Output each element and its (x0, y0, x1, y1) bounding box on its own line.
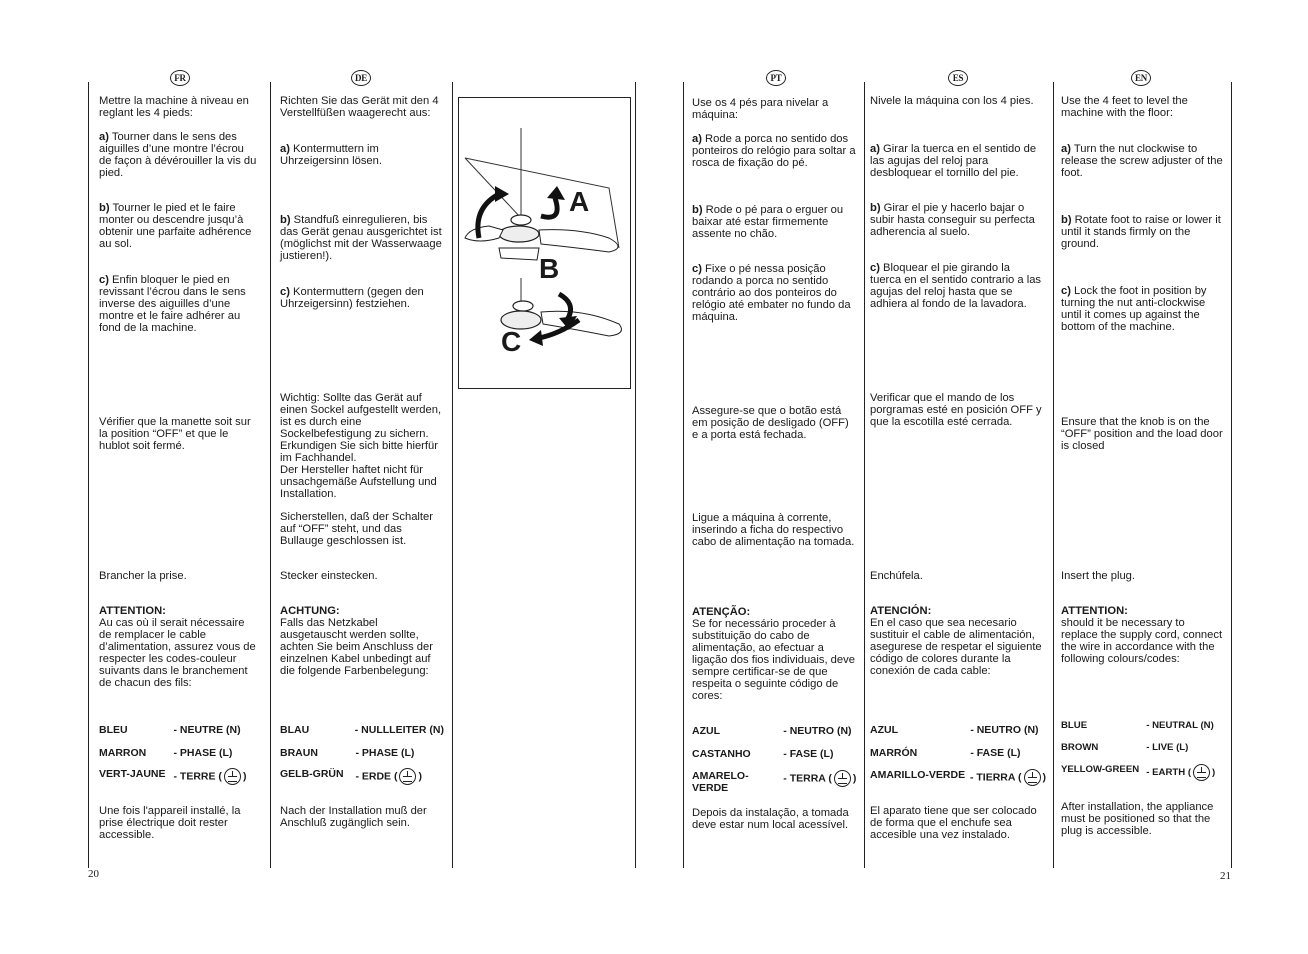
earth-icon (834, 770, 851, 787)
hand (539, 230, 618, 252)
plug-text: Enchúfela. (870, 570, 923, 582)
lang-badge-es: ES (948, 70, 968, 86)
hand (465, 226, 503, 241)
plug-text: Insert the plug. (1061, 570, 1136, 582)
column-en (1061, 82, 1229, 868)
wire-row: GELB-GRÜN - ERDE ( ) (280, 768, 444, 785)
lang-badge-fr: FR (170, 70, 190, 86)
plug-text: Stecker einstecken. (280, 570, 378, 582)
arrow-head (547, 186, 565, 200)
step-b: b) Rotate foot to raise or lower it until it stands firmly on the ground. (1061, 214, 1221, 250)
machine-outline (465, 158, 521, 218)
lang-badge-de: DE (351, 70, 371, 86)
step-c: c) Fixe o pé nessa posição rodando a porca no sentido contrário ao dos ponteiros do relógio até embater no fundo da máquina. (692, 263, 851, 323)
intro-text: Richten Sie das Gerät mit den 4 Verstellfüßen waagerecht aus: (280, 95, 439, 119)
step-c: c) Enfin bloquer le pied en revissant l’écrou dans le sens inverse des aiguilles d’une montre et le faire adhérer au fond de la machine. (99, 274, 246, 334)
column-es (870, 82, 1050, 868)
step-a: a) Rode a porca no sentido dos ponteiros do relógio para soltar a rosca de fixação do pé. (692, 133, 856, 169)
attention-block: ATTENTION: Au cas où il serait nécessaire de remplacer le cable d’alimentation, assurez vous de respecter les codes-couleur suivants dans le branchement de chacun des fils: (99, 605, 256, 689)
page-number-right: 21 (1220, 870, 1231, 882)
intro-text: Use the 4 feet to level the machine with the floor: (1061, 95, 1188, 119)
attention-block: ATENCIÓN: En el caso que sea necesario sustituir el cable de alimentación, asegurese de respetar el siguiente código de colores durante la conexión de cada cable: (870, 605, 1042, 677)
intro-text: Mettre la machine à niveau en reglant les 4 pieds: (99, 95, 249, 119)
attention-block: ACHTUNG: Falls das Netzkabel ausgetauscht werden sollte, achten Sie beim Anschluss der einzelnen Kabel unbedingt auf die folgende Farbenbelegung: (280, 605, 433, 677)
column-divider (452, 82, 453, 868)
wire-row: BLEU - NEUTRE (N) (99, 724, 241, 736)
wire-row: AZUL - NEUTRO (N) (870, 724, 1039, 736)
check-text: Vérifier que la manette soit sur la position “OFF” et que le hublot soit fermé. (99, 416, 251, 452)
column-divider (1053, 82, 1054, 868)
hand-arrow (499, 248, 539, 260)
wire-row: YELLOW-GREEN - EARTH ( ) (1061, 764, 1225, 781)
intro-text: Use os 4 pés para nivelar a máquina: (692, 97, 829, 121)
column-divider (270, 82, 271, 868)
wire-row: CASTANHO - FASE (L) (692, 748, 834, 760)
step-a: a) Girar la tuerca en el sentido de las agujas del reloj para desbloquear el tornillo del pie. (870, 143, 1037, 179)
plug-text: Brancher la prise. (99, 570, 187, 582)
lang-badge-en: EN (1131, 70, 1151, 86)
column-pt (692, 82, 862, 868)
wire-row: MARRÓN - FASE (L) (870, 747, 1021, 759)
wire-row: AZUL - NEUTRO (N) (692, 725, 852, 737)
wire-row: BRAUN - PHASE (L) (280, 747, 415, 759)
earth-icon (224, 768, 241, 785)
check-text: Sicherstellen, daß der Schalter auf “OFF” steht, und das Bullauge geschlossen ist. (280, 511, 433, 547)
nut (513, 301, 533, 311)
wire-row: MARRON - PHASE (L) (99, 747, 233, 759)
final-text: After installation, the appliance must be positioned so that the plug is accessible. (1061, 801, 1214, 837)
wire-row: BROWN - LIVE (L) (1061, 742, 1189, 753)
column-divider (1231, 82, 1232, 868)
wire-row: AMARILLO-VERDE - TIERRA ( ) (870, 769, 1046, 786)
column-divider (864, 82, 865, 868)
earth-icon (1024, 769, 1041, 786)
step-b: b) Girar el pie y hacerlo bajar o subir hasta conseguir su perfecta adherencia al suelo. (870, 202, 1035, 238)
wire-row: BLAU - NULLLEITER (N) (280, 724, 444, 736)
step-c: c) Lock the foot in position by turning the nut anti-clockwise until it comes up against the bottom of the machine. (1061, 285, 1207, 333)
final-text: Nach der Installation muß der Anschluß zugänglich sein. (280, 805, 427, 829)
column-de (280, 82, 448, 868)
column-divider (88, 82, 89, 868)
foot-diagram (459, 98, 630, 388)
check-text: Ensure that the knob is on the “OFF” position and the load door is closed (1061, 416, 1223, 452)
column-divider (683, 82, 684, 868)
step-c: c) Bloquear el pie girando la tuerca en el sentido contrario a las agujas del reloj hasta que se adhiera al fondo de la lavadora. (870, 262, 1042, 310)
lang-badge-pt: PT (766, 70, 786, 86)
plug-text: Ligue a máquina à corrente, inserindo a ficha do respectivo cabo de alimentação na tomada. (692, 512, 855, 548)
important-text: Wichtig: Sollte das Gerät auf einen Sockel aufgestellt werden, ist es durch eine Sockelbefestigung zu sichern. Erkundigen Sie sich bitte hierfür im Fachhandel. Der Hersteller haftet nicht für unsachgemäße Aufstellung und Installation. (280, 392, 442, 500)
attention-block: ATTENTION: should it be necessary to replace the supply cord, connect the wire in accordance with the following colours/codes: (1061, 605, 1223, 665)
step-c: c) Kontermuttern (gegen den Uhrzeigersinn) festziehen. (280, 286, 424, 310)
intro-text: Nivele la máquina con los 4 pies. (870, 95, 1034, 107)
column-divider (635, 82, 636, 868)
step-b: b) Rode o pé para o erguer ou baixar até estar firmemente assente no chão. (692, 204, 844, 240)
wire-row: BLUE - NEUTRAL (N) (1061, 720, 1214, 731)
page-number-left: 20 (88, 868, 99, 880)
earth-icon (1193, 764, 1210, 781)
check-text: Assegure-se que o botão está em posição de desligado (OFF) e a porta está fechada. (692, 405, 849, 441)
step-b: b) Tourner le pied et le faire monter ou descendre jusqu’à obtenir une parfaite adhérence au sol. (99, 202, 252, 250)
foot (499, 226, 539, 242)
foot-adjustment-illustration (458, 97, 631, 389)
step-a: a) Turn the nut clockwise to release the screw adjuster of the foot. (1061, 143, 1223, 179)
nut (511, 215, 531, 225)
step-a: a) Kontermuttern im Uhrzeigersinn lösen. (280, 143, 382, 167)
earth-icon (399, 768, 416, 785)
final-text: Depois da instalação, a tomada deve estar num local acessível. (692, 807, 849, 831)
column-fr (99, 82, 265, 868)
wire-row: AMARELO-VERDE - TERRA ( ) (692, 770, 857, 794)
rotate-arrow (541, 198, 557, 217)
wire-row: VERT-JAUNE - TERRE ( ) (99, 768, 261, 785)
final-text: El aparato tiene que ser colocado de forma que el enchufe sea accesible una vez instalado. (870, 805, 1037, 841)
figure-label-a: A (569, 186, 590, 217)
step-b: b) Standfuß einregulieren, bis das Gerät genau ausgerichtet ist (möglichst mit der Wasserwaage justieren!). (280, 214, 442, 262)
final-text: Une fois l'appareil installé, la prise électrique doit rester accessible. (99, 805, 241, 841)
step-a: a) Tourner dans le sens des aiguilles d’une montre l’écrou de façon à dévérouiller la vis du pied. (99, 131, 257, 179)
arrow-head (529, 330, 543, 346)
attention-block: ATENÇÃO: Se for necessário proceder à substituição do cabo de alimentação, ao efectuar a ligação dos fios individuais, deve sempre certificar-se de que respeita o seguinte código de cores: (692, 606, 855, 702)
figure-label-b: B (539, 253, 560, 284)
figure-label-c: C (501, 326, 522, 357)
check-text: Verificar que el mando de los porgramas esté en posición OFF y que la escotilla esté cerrada. (870, 392, 1042, 428)
arrow-head (495, 186, 509, 202)
